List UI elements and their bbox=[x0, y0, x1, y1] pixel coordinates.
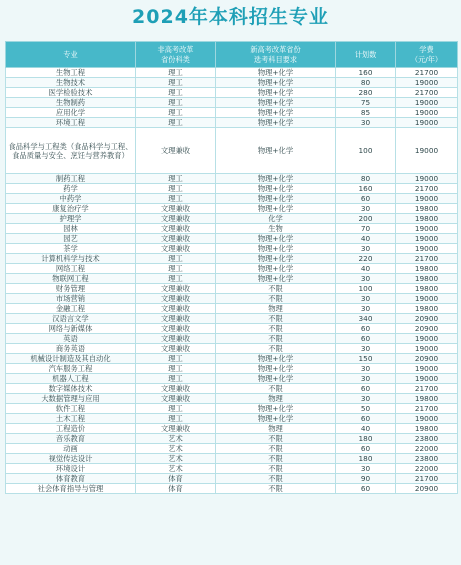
fee-cell: 19000 bbox=[396, 78, 458, 88]
plan-cell: 60 bbox=[336, 414, 396, 424]
subject-cell: 不限 bbox=[216, 314, 336, 324]
category-cell: 理工 bbox=[136, 88, 216, 98]
plan-cell: 30 bbox=[336, 464, 396, 474]
plan-cell: 40 bbox=[336, 264, 396, 274]
table-row bbox=[6, 444, 458, 454]
subject-cell: 物理+化学 bbox=[216, 414, 336, 424]
subject-cell: 不限 bbox=[216, 294, 336, 304]
major-cell: 汽车服务工程 bbox=[6, 364, 136, 374]
major-cell: 计算机科学与技术 bbox=[6, 254, 136, 264]
major-cell: 网络与新媒体 bbox=[6, 324, 136, 334]
fee-cell: 20900 bbox=[396, 484, 458, 494]
major-cell: 物联网工程 bbox=[6, 274, 136, 284]
subject-cell: 不限 bbox=[216, 434, 336, 444]
subject-cell: 物理+化学 bbox=[216, 88, 336, 98]
major-cell: 园林 bbox=[6, 224, 136, 234]
table-row bbox=[6, 324, 458, 334]
category-cell: 文理兼收 bbox=[136, 244, 216, 254]
plan-cell: 40 bbox=[336, 424, 396, 434]
plan-cell: 60 bbox=[336, 324, 396, 334]
category-cell: 文理兼收 bbox=[136, 384, 216, 394]
plan-cell: 60 bbox=[336, 444, 396, 454]
category-cell: 文理兼收 bbox=[136, 214, 216, 224]
category-cell: 理工 bbox=[136, 194, 216, 204]
plan-cell: 30 bbox=[336, 244, 396, 254]
subject-cell: 物理+化学 bbox=[216, 78, 336, 88]
category-cell: 理工 bbox=[136, 364, 216, 374]
fee-cell: 19800 bbox=[396, 394, 458, 404]
subject-cell: 物理+化学 bbox=[216, 354, 336, 364]
header-plan: 计划数 bbox=[336, 42, 396, 68]
table-row bbox=[6, 108, 458, 118]
major-cell: 金融工程 bbox=[6, 304, 136, 314]
major-cell: 英语 bbox=[6, 334, 136, 344]
plan-cell: 30 bbox=[336, 118, 396, 128]
major-cell: 园艺 bbox=[6, 234, 136, 244]
fee-cell: 20900 bbox=[396, 314, 458, 324]
table-row bbox=[6, 88, 458, 98]
subject-cell: 化学 bbox=[216, 214, 336, 224]
table-row bbox=[6, 454, 458, 464]
fee-cell: 19000 bbox=[396, 194, 458, 204]
majors-table bbox=[5, 41, 458, 494]
major-cell: 社会体育指导与管理 bbox=[6, 484, 136, 494]
table-row bbox=[6, 304, 458, 314]
table-row bbox=[6, 344, 458, 354]
table-row bbox=[6, 118, 458, 128]
subject-cell: 不限 bbox=[216, 344, 336, 354]
subject-cell: 不限 bbox=[216, 474, 336, 484]
subject-cell: 物理+化学 bbox=[216, 98, 336, 108]
plan-cell: 30 bbox=[336, 344, 396, 354]
major-cell: 软件工程 bbox=[6, 404, 136, 414]
subject-cell: 不限 bbox=[216, 454, 336, 464]
fee-cell: 19000 bbox=[396, 364, 458, 374]
plan-cell: 180 bbox=[336, 454, 396, 464]
major-cell: 机械设计制造及其自动化 bbox=[6, 354, 136, 364]
major-cell: 体育教育 bbox=[6, 474, 136, 484]
fee-cell: 19800 bbox=[396, 424, 458, 434]
plan-cell: 80 bbox=[336, 174, 396, 184]
fee-cell: 19000 bbox=[396, 128, 458, 174]
table-row bbox=[6, 354, 458, 364]
major-cell: 食品科学与工程类（食品科学与工程、食品质量与安全、烹饪与营养教育） bbox=[6, 128, 136, 174]
plan-cell: 160 bbox=[336, 68, 396, 78]
plan-cell: 60 bbox=[336, 334, 396, 344]
plan-cell: 30 bbox=[336, 374, 396, 384]
fee-cell: 21700 bbox=[396, 68, 458, 78]
fee-cell: 20900 bbox=[396, 354, 458, 364]
plan-cell: 340 bbox=[336, 314, 396, 324]
major-cell: 市场营销 bbox=[6, 294, 136, 304]
header-major: 专业 bbox=[6, 42, 136, 68]
plan-cell: 280 bbox=[336, 88, 396, 98]
table-row bbox=[6, 274, 458, 284]
category-cell: 艺术 bbox=[136, 464, 216, 474]
header-fee: 学费 （元/年） bbox=[396, 42, 458, 68]
fee-cell: 22000 bbox=[396, 464, 458, 474]
fee-cell: 21700 bbox=[396, 384, 458, 394]
table-row bbox=[6, 254, 458, 264]
subject-cell: 物理+化学 bbox=[216, 254, 336, 264]
category-cell: 艺术 bbox=[136, 444, 216, 454]
major-cell: 财务管理 bbox=[6, 284, 136, 294]
header-new-subject: 新高考改革省份 选考科目要求 bbox=[216, 42, 336, 68]
fee-cell: 19000 bbox=[396, 224, 458, 234]
major-cell: 制药工程 bbox=[6, 174, 136, 184]
table-row bbox=[6, 68, 458, 78]
table-row bbox=[6, 434, 458, 444]
fee-cell: 19000 bbox=[396, 98, 458, 108]
fee-cell: 20900 bbox=[396, 324, 458, 334]
major-cell: 土木工程 bbox=[6, 414, 136, 424]
subject-cell: 物理+化学 bbox=[216, 204, 336, 214]
major-cell: 应用化学 bbox=[6, 108, 136, 118]
major-cell: 生物工程 bbox=[6, 68, 136, 78]
fee-cell: 19000 bbox=[396, 344, 458, 354]
subject-cell: 物理 bbox=[216, 424, 336, 434]
table-row bbox=[6, 184, 458, 194]
fee-cell: 19800 bbox=[396, 204, 458, 214]
category-cell: 理工 bbox=[136, 174, 216, 184]
major-cell: 大数据管理与应用 bbox=[6, 394, 136, 404]
table-row bbox=[6, 484, 458, 494]
major-cell: 生物制药 bbox=[6, 98, 136, 108]
category-cell: 理工 bbox=[136, 68, 216, 78]
plan-cell: 100 bbox=[336, 128, 396, 174]
plan-cell: 30 bbox=[336, 394, 396, 404]
fee-cell: 19000 bbox=[396, 294, 458, 304]
major-cell: 音乐教育 bbox=[6, 434, 136, 444]
category-cell: 理工 bbox=[136, 404, 216, 414]
category-cell: 理工 bbox=[136, 184, 216, 194]
plan-cell: 30 bbox=[336, 274, 396, 284]
plan-cell: 70 bbox=[336, 224, 396, 234]
subject-cell: 物理+化学 bbox=[216, 194, 336, 204]
category-cell: 文理兼收 bbox=[136, 344, 216, 354]
major-cell: 护理学 bbox=[6, 214, 136, 224]
table-row bbox=[6, 394, 458, 404]
plan-cell: 40 bbox=[336, 234, 396, 244]
major-cell: 中药学 bbox=[6, 194, 136, 204]
subject-cell: 物理+化学 bbox=[216, 174, 336, 184]
major-cell: 生物技术 bbox=[6, 78, 136, 88]
fee-cell: 19800 bbox=[396, 214, 458, 224]
fee-cell: 21700 bbox=[396, 474, 458, 484]
table-row bbox=[6, 424, 458, 434]
fee-cell: 19800 bbox=[396, 304, 458, 314]
plan-cell: 90 bbox=[336, 474, 396, 484]
subject-cell: 物理+化学 bbox=[216, 234, 336, 244]
table-row bbox=[6, 314, 458, 324]
table-row bbox=[6, 234, 458, 244]
category-cell: 理工 bbox=[136, 78, 216, 88]
table-row bbox=[6, 374, 458, 384]
fee-cell: 19800 bbox=[396, 264, 458, 274]
subject-cell: 物理+化学 bbox=[216, 184, 336, 194]
subject-cell: 物理+化学 bbox=[216, 364, 336, 374]
fee-cell: 23800 bbox=[396, 434, 458, 444]
fee-cell: 21700 bbox=[396, 404, 458, 414]
table-row bbox=[6, 128, 458, 174]
header-old-category: 非高考改革 省份科类 bbox=[136, 42, 216, 68]
table-row bbox=[6, 294, 458, 304]
subject-cell: 物理+化学 bbox=[216, 404, 336, 414]
plan-cell: 60 bbox=[336, 384, 396, 394]
category-cell: 文理兼收 bbox=[136, 394, 216, 404]
page-title: 2024年本科招生专业 bbox=[132, 6, 329, 28]
table-row bbox=[6, 404, 458, 414]
category-cell: 理工 bbox=[136, 374, 216, 384]
plan-cell: 30 bbox=[336, 304, 396, 314]
table-row bbox=[6, 244, 458, 254]
plan-cell: 60 bbox=[336, 194, 396, 204]
category-cell: 理工 bbox=[136, 108, 216, 118]
fee-cell: 19000 bbox=[396, 334, 458, 344]
subject-cell: 物理+化学 bbox=[216, 274, 336, 284]
category-cell: 文理兼收 bbox=[136, 224, 216, 234]
subject-cell: 物理 bbox=[216, 394, 336, 404]
subject-cell: 物理+化学 bbox=[216, 128, 336, 174]
category-cell: 文理兼收 bbox=[136, 324, 216, 334]
subject-cell: 物理+化学 bbox=[216, 374, 336, 384]
category-cell: 文理兼收 bbox=[136, 284, 216, 294]
table-row bbox=[6, 364, 458, 374]
subject-cell: 物理+化学 bbox=[216, 68, 336, 78]
table-row bbox=[6, 264, 458, 274]
table-row bbox=[6, 414, 458, 424]
table-row bbox=[6, 464, 458, 474]
major-cell: 茶学 bbox=[6, 244, 136, 254]
category-cell: 理工 bbox=[136, 254, 216, 264]
subject-cell: 物理+化学 bbox=[216, 118, 336, 128]
plan-cell: 30 bbox=[336, 294, 396, 304]
major-cell: 工程造价 bbox=[6, 424, 136, 434]
category-cell: 文理兼收 bbox=[136, 128, 216, 174]
category-cell: 文理兼收 bbox=[136, 314, 216, 324]
plan-cell: 180 bbox=[336, 434, 396, 444]
subject-cell: 不限 bbox=[216, 464, 336, 474]
major-cell: 康复治疗学 bbox=[6, 204, 136, 214]
plan-cell: 150 bbox=[336, 354, 396, 364]
category-cell: 体育 bbox=[136, 484, 216, 494]
plan-cell: 30 bbox=[336, 364, 396, 374]
table-row bbox=[6, 384, 458, 394]
fee-cell: 19000 bbox=[396, 244, 458, 254]
subject-cell: 物理+化学 bbox=[216, 244, 336, 254]
category-cell: 理工 bbox=[136, 274, 216, 284]
plan-cell: 75 bbox=[336, 98, 396, 108]
plan-cell: 30 bbox=[336, 204, 396, 214]
fee-cell: 19800 bbox=[396, 274, 458, 284]
table-row bbox=[6, 194, 458, 204]
major-cell: 商务英语 bbox=[6, 344, 136, 354]
subject-cell: 物理+化学 bbox=[216, 264, 336, 274]
category-cell: 理工 bbox=[136, 118, 216, 128]
table-row bbox=[6, 174, 458, 184]
category-cell: 理工 bbox=[136, 264, 216, 274]
major-cell: 汉语言文学 bbox=[6, 314, 136, 324]
category-cell: 艺术 bbox=[136, 434, 216, 444]
subject-cell: 不限 bbox=[216, 484, 336, 494]
category-cell: 体育 bbox=[136, 474, 216, 484]
subject-cell: 不限 bbox=[216, 324, 336, 334]
table-header-row bbox=[6, 42, 458, 68]
table-row bbox=[6, 474, 458, 484]
table-row bbox=[6, 334, 458, 344]
table-row bbox=[6, 98, 458, 108]
subject-cell: 物理 bbox=[216, 304, 336, 314]
fee-cell: 19000 bbox=[396, 414, 458, 424]
subject-cell: 生物 bbox=[216, 224, 336, 234]
plan-cell: 50 bbox=[336, 404, 396, 414]
major-cell: 动画 bbox=[6, 444, 136, 454]
major-cell: 数字媒体技术 bbox=[6, 384, 136, 394]
fee-cell: 19000 bbox=[396, 234, 458, 244]
plan-cell: 85 bbox=[336, 108, 396, 118]
subject-cell: 不限 bbox=[216, 334, 336, 344]
subject-cell: 物理+化学 bbox=[216, 108, 336, 118]
category-cell: 文理兼收 bbox=[136, 424, 216, 434]
fee-cell: 19000 bbox=[396, 118, 458, 128]
subject-cell: 不限 bbox=[216, 444, 336, 454]
category-cell: 理工 bbox=[136, 414, 216, 424]
plan-cell: 60 bbox=[336, 484, 396, 494]
category-cell: 艺术 bbox=[136, 454, 216, 464]
major-cell: 药学 bbox=[6, 184, 136, 194]
plan-cell: 100 bbox=[336, 284, 396, 294]
major-cell: 网络工程 bbox=[6, 264, 136, 274]
category-cell: 文理兼收 bbox=[136, 304, 216, 314]
category-cell: 理工 bbox=[136, 98, 216, 108]
fee-cell: 19800 bbox=[396, 284, 458, 294]
category-cell: 文理兼收 bbox=[136, 294, 216, 304]
fee-cell: 23800 bbox=[396, 454, 458, 464]
major-cell: 机器人工程 bbox=[6, 374, 136, 384]
fee-cell: 19000 bbox=[396, 174, 458, 184]
major-cell: 环境工程 bbox=[6, 118, 136, 128]
subject-cell: 不限 bbox=[216, 384, 336, 394]
plan-cell: 200 bbox=[336, 214, 396, 224]
fee-cell: 22000 bbox=[396, 444, 458, 454]
major-cell: 环境设计 bbox=[6, 464, 136, 474]
fee-cell: 19000 bbox=[396, 108, 458, 118]
table-row bbox=[6, 78, 458, 88]
fee-cell: 21700 bbox=[396, 184, 458, 194]
fee-cell: 21700 bbox=[396, 254, 458, 264]
category-cell: 文理兼收 bbox=[136, 234, 216, 244]
plan-cell: 220 bbox=[336, 254, 396, 264]
table-row bbox=[6, 214, 458, 224]
category-cell: 文理兼收 bbox=[136, 334, 216, 344]
subject-cell: 不限 bbox=[216, 284, 336, 294]
major-cell: 医学检验技术 bbox=[6, 88, 136, 98]
fee-cell: 19000 bbox=[396, 374, 458, 384]
category-cell: 文理兼收 bbox=[136, 204, 216, 214]
major-cell: 视觉传达设计 bbox=[6, 454, 136, 464]
table-row bbox=[6, 224, 458, 234]
table-row bbox=[6, 284, 458, 294]
plan-cell: 80 bbox=[336, 78, 396, 88]
fee-cell: 21700 bbox=[396, 88, 458, 98]
table-row bbox=[6, 204, 458, 214]
category-cell: 理工 bbox=[136, 354, 216, 364]
plan-cell: 160 bbox=[336, 184, 396, 194]
